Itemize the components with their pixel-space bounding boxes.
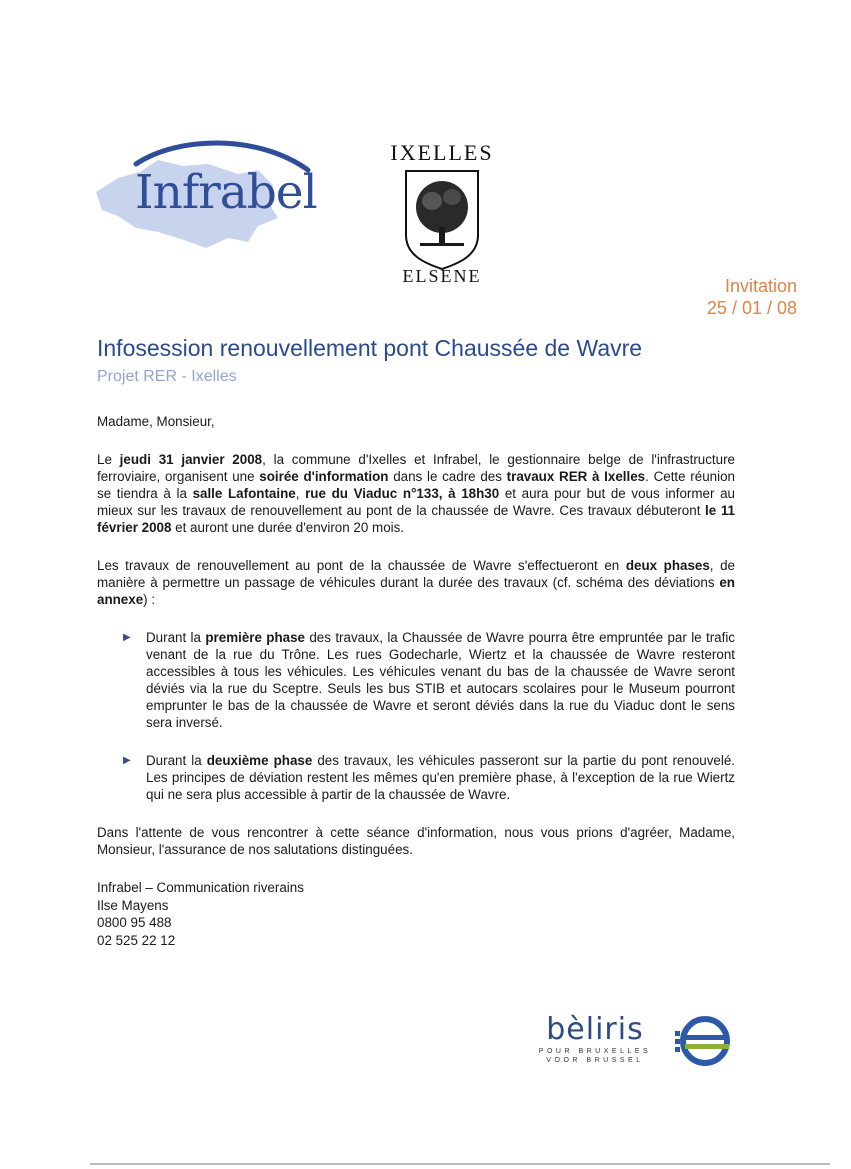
paragraph-announcement: Le jeudi 31 janvier 2008, la commune d'Ixelles et Infrabel, le gestionnaire belge de l'infrastructure ferroviaire, organisent une soirée d'information dans le cadre des travaux RER à Ixelles. Cette réunion se tiendra à la salle Lafontaine, rue du Viaduc n°133, à 18h30 et aura pour but de vous informer au mieux sur les travaux de renouvellement au pont de la chaussée de Wavre. Ces travaux débuteront le 11 février 2008 et auront une durée d'environ 20 mois.: [97, 452, 736, 535]
belgian-federal-logo-icon: [667, 1013, 735, 1069]
closing-paragraph: Dans l'attente de vous rencontrer à cette séance d'information, nous vous prions d'agréer, Madame, Monsieur, l'assurance de nos salutations distinguées.: [97, 825, 735, 857]
signature-phone-2: 02 525 22 12: [97, 932, 176, 948]
signature-block: [97, 879, 735, 949]
list-item: ▶ Durant la deuxième phase des travaux, les véhicules passeront sur la partie du pont renouvelé. Les principes de déviation restent les mêmes qu'en première phase, à l'exception de la rue Wiertz qui ne sera plus accessible à partir de la chaussée de Wavre.: [123, 753, 735, 802]
invitation-tag: [707, 275, 797, 319]
salutation: Madame, Monsieur,: [97, 414, 215, 429]
page-title: Infosession renouvellement pont Chaussée de Wavre: [97, 335, 643, 361]
infrabel-wordmark: Infrabel: [135, 165, 317, 220]
elsene-name: ELSENE: [402, 266, 482, 286]
beliris-logo: [535, 1012, 655, 1065]
paragraph-phases: Les travaux de renouvellement au pont de la chaussée de Wavre s'effectueront en deux phases, de manière à permettre un passage de véhicules durant la durée des travaux (cf. schéma des déviations en annexe) :: [97, 558, 735, 607]
triangle-bullet-icon: ▶: [123, 632, 131, 643]
invitation-label: Invitation: [724, 276, 797, 296]
invitation-date: 25 / 01 / 08: [706, 298, 797, 318]
ixelles-name: IXELLES: [390, 140, 494, 165]
phase-list: [97, 629, 735, 803]
page-edge-line: [90, 1163, 830, 1165]
letter-body: [97, 413, 735, 949]
list-item: ▶ Durant la première phase des travaux, la Chaussée de Wavre pourra être empruntée par le trafic venant de la rue du Trône. Les rues Godecharle, Wiertz et la chaussée de Wavre resteront accessibles à tous les véhicules. Les véhicules venant du bas de la chaussée de Wavre seront déviés via la rue du Sceptre. Seuls les bus STIB et autocars scolaires pour le Museum pourront emprunter le bas de la chaussée de Wavre et seront déviés dans la rue du Viaduc dont le sens sera inversé.: [123, 630, 735, 730]
signature-phone-1: 0800 95 488: [97, 915, 172, 930]
signature-department: Infrabel – Communication riverains: [97, 880, 304, 895]
signature-name: Ilse Mayens: [97, 897, 169, 913]
beliris-tagline-fr: POUR BRUXELLES: [538, 1048, 652, 1055]
page-subtitle: Projet RER - Ixelles: [97, 368, 237, 385]
triangle-bullet-icon: ▶: [123, 755, 131, 766]
beliris-tagline-nl: VOOR BRUSSEL: [546, 1057, 644, 1064]
beliris-wordmark: bèliris: [546, 1012, 644, 1047]
